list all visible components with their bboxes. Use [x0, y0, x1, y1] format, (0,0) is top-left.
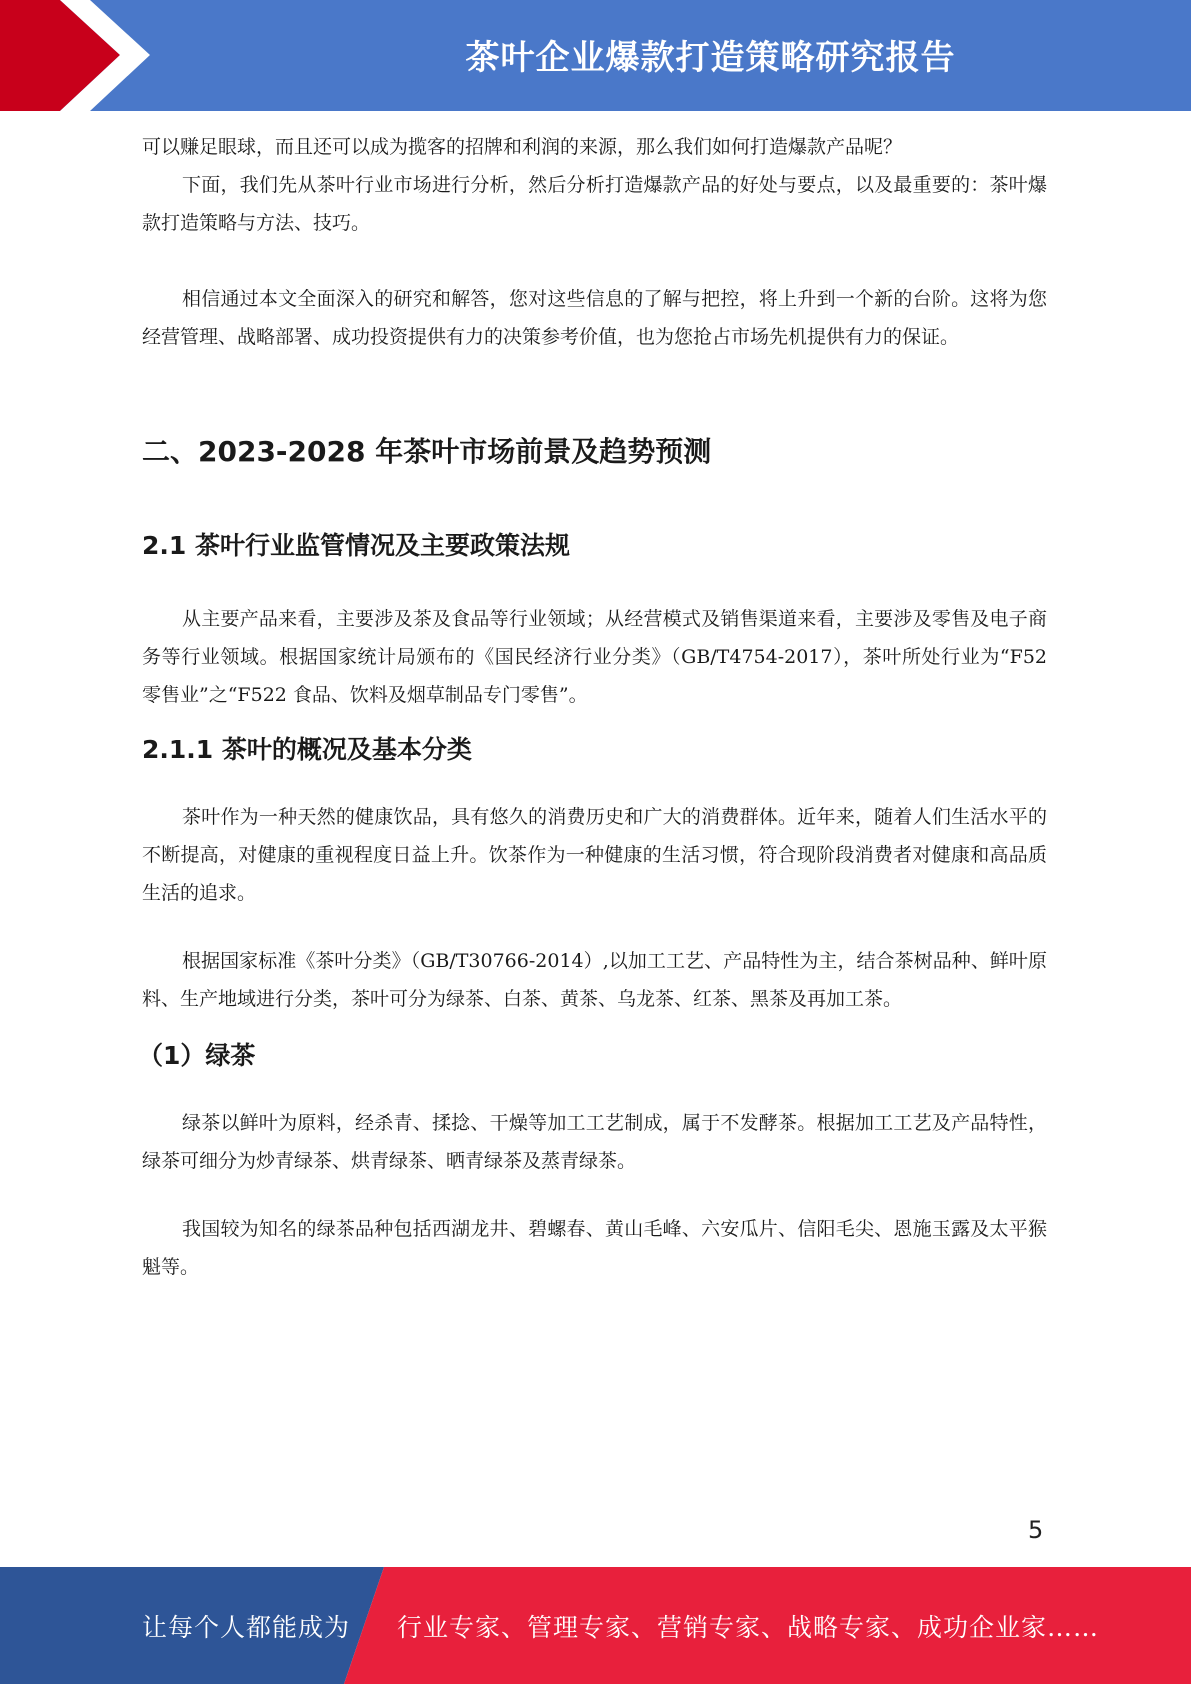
paragraph: 茶叶作为一种天然的健康饮品，具有悠久的消费历史和广大的消费群体。近年来，随着人们生活水平的不断提高，对健康的重视程度日益上升。饮茶作为一种健康的生活习惯，符合现阶段消费者对健康和高品质生活的追求。 — [142, 806, 1047, 904]
page-footer — [0, 1567, 1191, 1684]
report-title: 茶叶企业爆款打造策略研究报告 — [465, 37, 956, 78]
footer-slogan-right: 行业专家、管理专家、营销专家、战略专家、成功企业家…… — [397, 1612, 1100, 1642]
paragraph: 下面，我们先从茶叶行业市场进行分析，然后分析打造爆款产品的好处与要点，以及最重要的：茶叶爆款打造策略与方法、技巧。 — [142, 174, 1047, 234]
subsection-heading: 2.1.1 茶叶的概况及基本分类 — [142, 735, 472, 764]
page-number: 5 — [1028, 1516, 1044, 1544]
paragraph: 根据国家标准《茶叶分类》（GB/T30766-2014）,以加工工艺、产品特性为主，结合茶树品种、鲜叶原料、生产地域进行分类，茶叶可分为绿茶、白茶、黄茶、乌龙茶、红茶、黑茶及再加工茶。 — [142, 950, 1047, 1010]
paragraph: 相信通过本文全面深入的研究和解答，您对这些信息的了解与把控，将上升到一个新的台阶。这将为您经营管理、战略部署、成功投资提供有力的决策参考价值，也为您抢占市场先机提供有力的保证。 — [142, 288, 1047, 348]
section-heading: 二、2023-2028 年茶叶市场前景及趋势预测 — [142, 435, 712, 468]
page-content — [138, 128, 1047, 1286]
paragraph: 我国较为知名的绿茶品种包括西湖龙井、碧螺春、黄山毛峰、六安瓜片、信阳毛尖、恩施玉露及太平猴魁等。 — [142, 1218, 1047, 1278]
paragraph: 绿茶以鲜叶为原料，经杀青、揉捻、干燥等加工工艺制成，属于不发酵茶。根据加工工艺及产品特性，绿茶可细分为炒青绿茶、烘青绿茶、晒青绿茶及蒸青绿茶。 — [142, 1112, 1047, 1172]
page-header — [0, 0, 1191, 111]
paragraph: 从主要产品来看，主要涉及茶及食品等行业领域；从经营模式及销售渠道来看，主要涉及零售及电子商务等行业领域。根据国家统计局颁布的《国民经济行业分类》（GB/T4754-2017），茶叶所处行业为“F52 零售业”之“F522 食品、饮料及烟草制品专门零售”。 — [142, 608, 1047, 706]
footer-slogan-left: 让每个人都能成为 — [142, 1612, 351, 1642]
paragraph: 可以赚足眼球，而且还可以成为揽客的招牌和利润的来源，那么我们如何打造爆款产品呢？ — [142, 136, 903, 158]
subsection-heading: （1）绿茶 — [138, 1041, 256, 1070]
subsection-heading: 2.1 茶叶行业监管情况及主要政策法规 — [142, 531, 570, 560]
